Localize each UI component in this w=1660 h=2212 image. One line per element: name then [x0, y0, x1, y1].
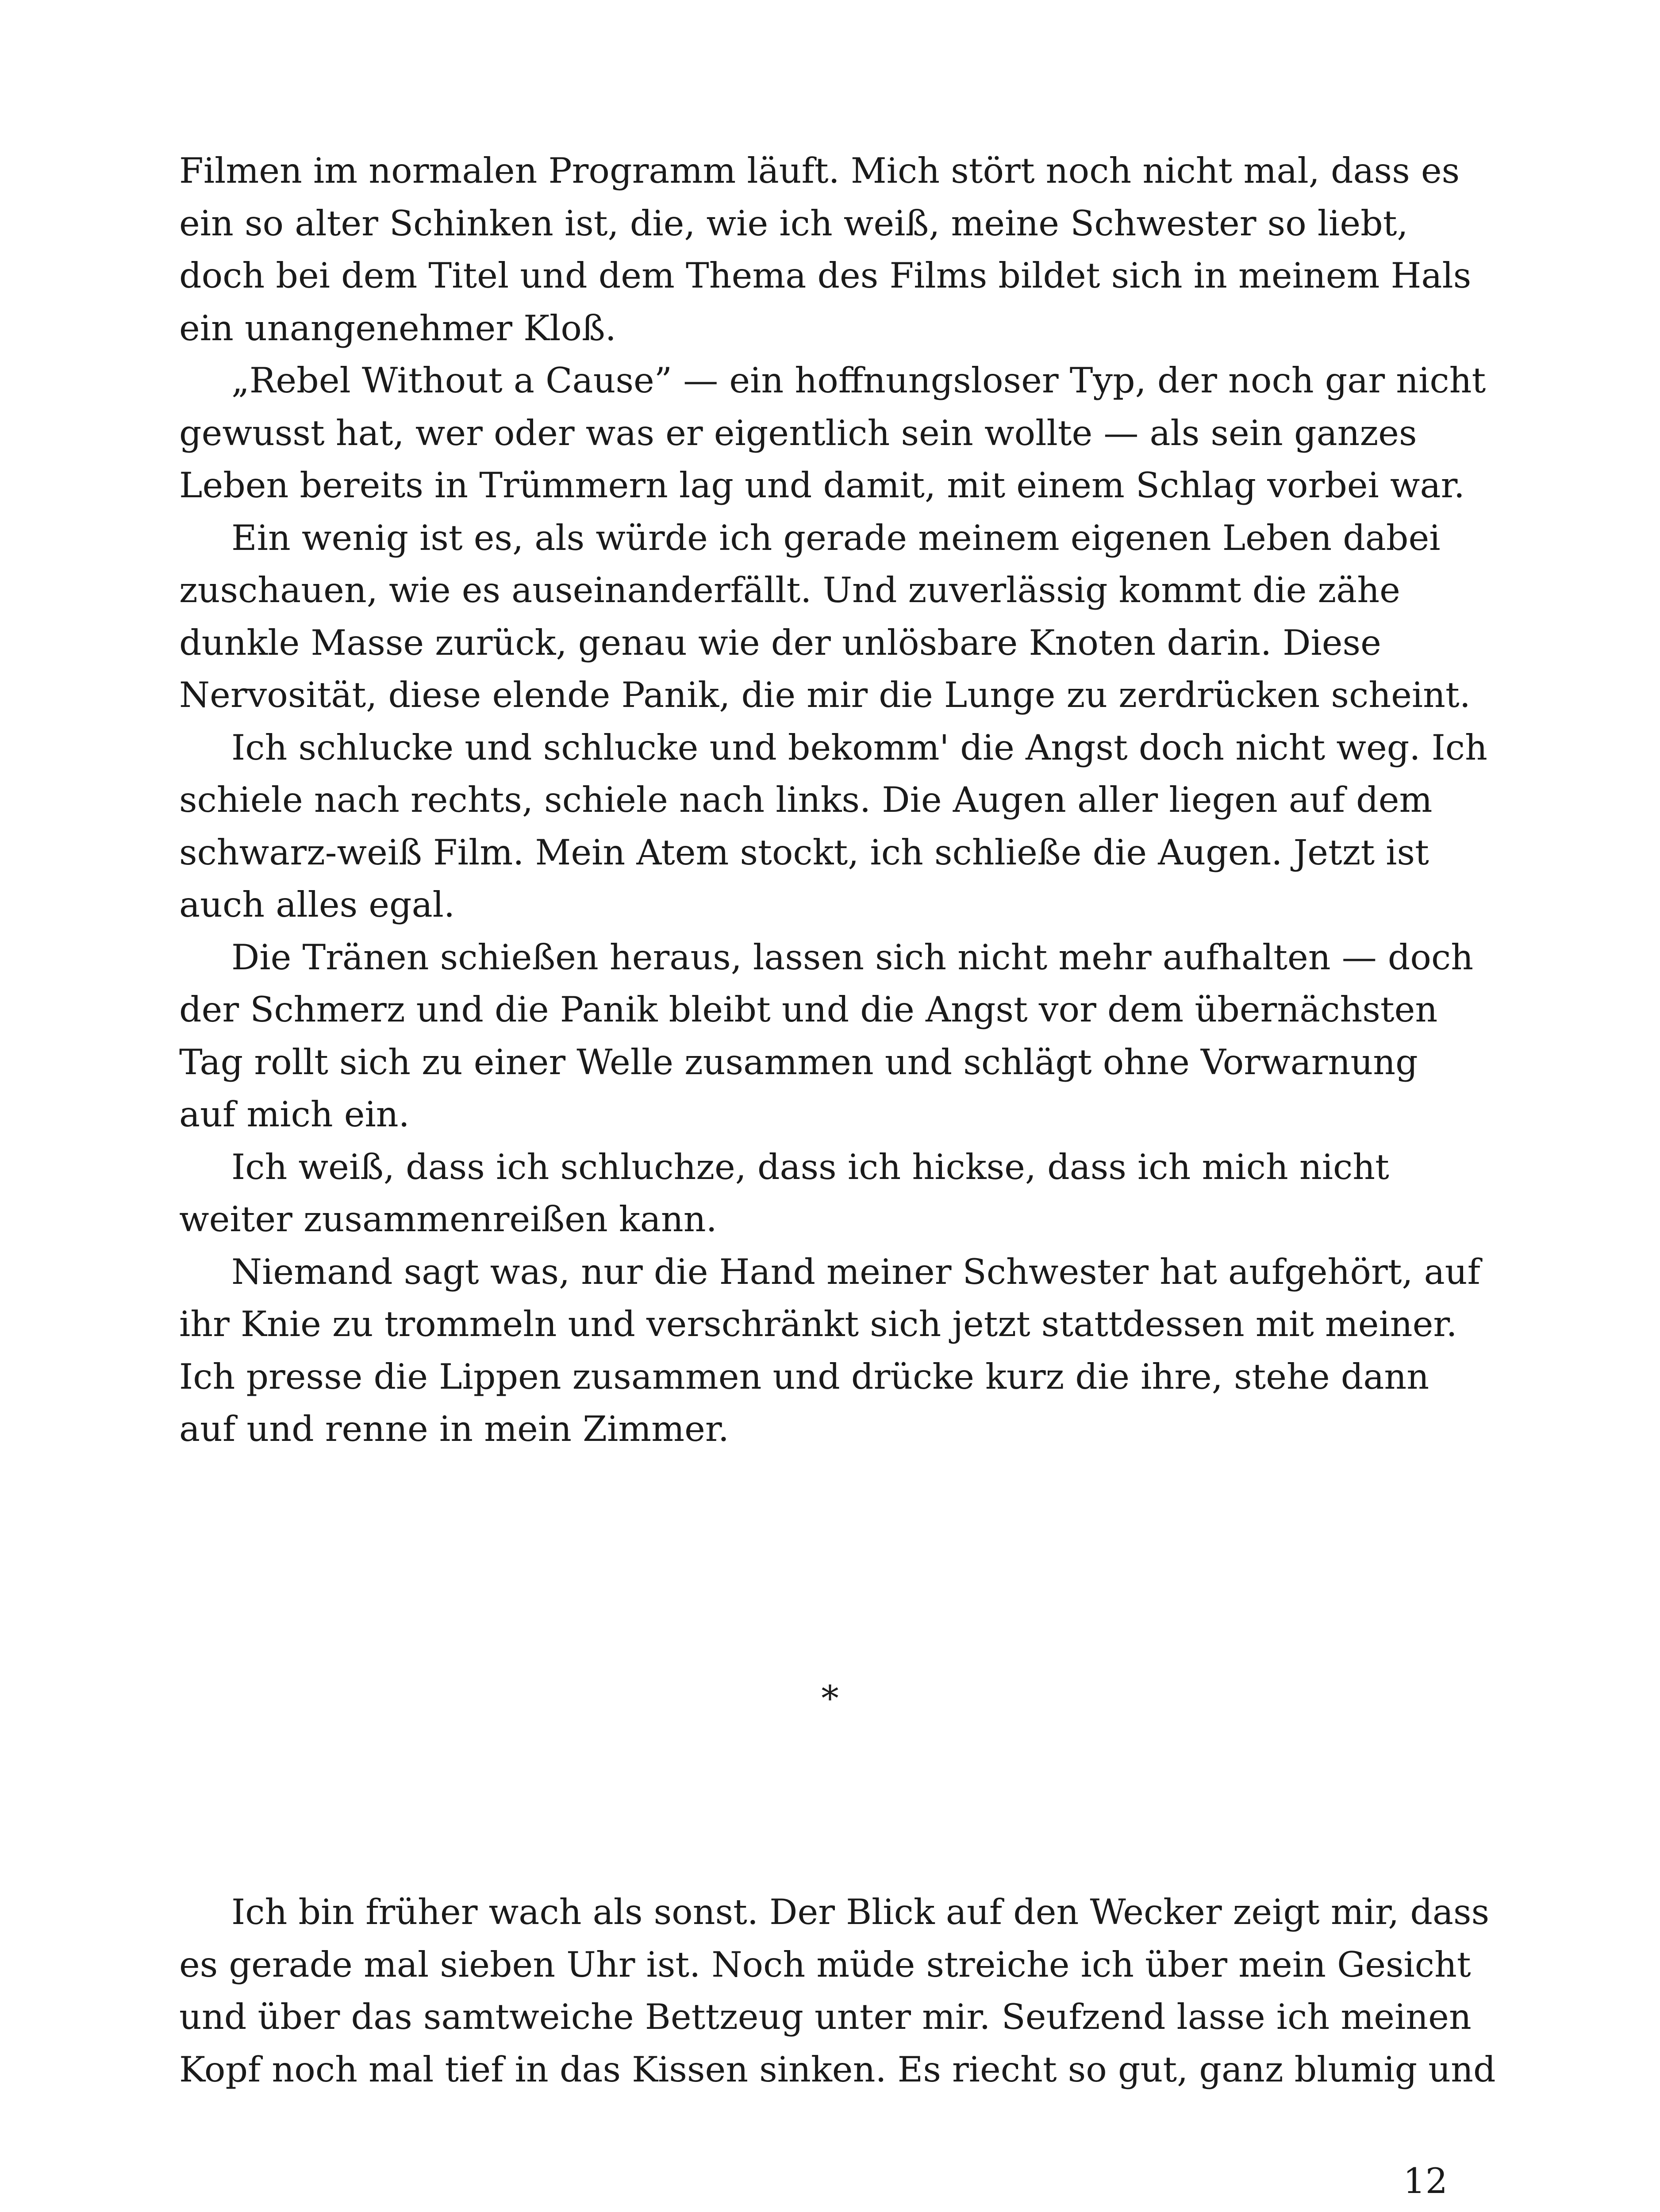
text-line: Filmen im normalen Programm läuft. Mich stört noch nicht mal, dass es [179, 150, 1460, 191]
text-line: Ich weiß, dass ich schluchze, dass ich hickse, dass ich mich nicht [231, 1146, 1389, 1187]
page-number: 12 [1403, 2161, 1448, 2201]
text-line: ein unangenehmer Kloß. [179, 307, 616, 349]
text-line: doch bei dem Titel und dem Thema des Films bildet sich in meinem Hals [179, 255, 1472, 296]
text-line: Tag rollt sich zu einer Welle zusammen und schlägt ohne Vorwarnung [179, 1041, 1418, 1083]
text-line: auf mich ein. [179, 1094, 410, 1135]
text-line: gewusst hat, wer oder was er eigentlich sein wollte — als sein ganzes [179, 412, 1417, 453]
text-line: Nervosität, diese elende Panik, die mir die Lunge zu zerdrücken scheint. [179, 675, 1471, 715]
text-line: Leben bereits in Trümmern lag und damit, mit einem Schlag vorbei war. [179, 465, 1465, 506]
text-line: Kopf noch mal tief in das Kissen sinken. Es riecht so gut, ganz blumig und [179, 2049, 1496, 2090]
text-block-top [179, 145, 1487, 1455]
text-line: „Rebel Without a Cause” — ein hoffnungsloser Typ, der noch gar nicht [231, 360, 1486, 401]
text-line: Ein wenig ist es, als würde ich gerade meinem eigenen Leben dabei [231, 517, 1441, 558]
text-block-bottom [179, 1886, 1496, 2096]
text-line: Die Tränen schießen heraus, lassen sich nicht mehr aufhalten — doch [231, 937, 1474, 978]
text-line: der Schmerz und die Panik bleibt und die Angst vor dem übernächsten [179, 989, 1438, 1030]
text-line: auch alles egal. [179, 884, 455, 925]
text-line: ein so alter Schinken ist, die, wie ich weiß, meine Schwester so liebt, [179, 203, 1408, 244]
text-line: schwarz-weiß Film. Mein Atem stockt, ich schließe die Augen. Jetzt ist [179, 832, 1429, 873]
scene-break: * [821, 1678, 839, 1719]
text-line: Ich presse die Lippen zusammen und drücke kurz die ihre, stehe dann [179, 1356, 1429, 1397]
text-line: Ich bin früher wach als sonst. Der Blick auf den Wecker zeigt mir, dass [231, 1892, 1490, 1932]
text-line: auf und renne in mein Zimmer. [179, 1409, 730, 1449]
text-line: zuschauen, wie es auseinanderfällt. Und zuverlässig kommt die zähe [179, 570, 1400, 611]
text-line: schiele nach rechts, schiele nach links. Die Augen aller liegen auf dem [179, 780, 1433, 820]
text-line: Niemand sagt was, nur die Hand meiner Schwester hat aufgehört, auf [231, 1251, 1480, 1292]
text-line: es gerade mal sieben Uhr ist. Noch müde streiche ich über mein Gesicht [179, 1944, 1471, 1985]
text-line: weiter zusammenreißen kann. [179, 1199, 717, 1240]
text-line: und über das samtweiche Bettzeug unter mir. Seufzend lasse ich meinen [179, 1997, 1472, 2037]
text-line: Ich schlucke und schlucke und bekomm' die Angst doch nicht weg. Ich [231, 727, 1487, 768]
text-line: ihr Knie zu trommeln und verschränkt sich jetzt stattdessen mit meiner. [179, 1304, 1457, 1344]
text-line: dunkle Masse zurück, genau wie der unlösbare Knoten darin. Diese [179, 622, 1381, 663]
